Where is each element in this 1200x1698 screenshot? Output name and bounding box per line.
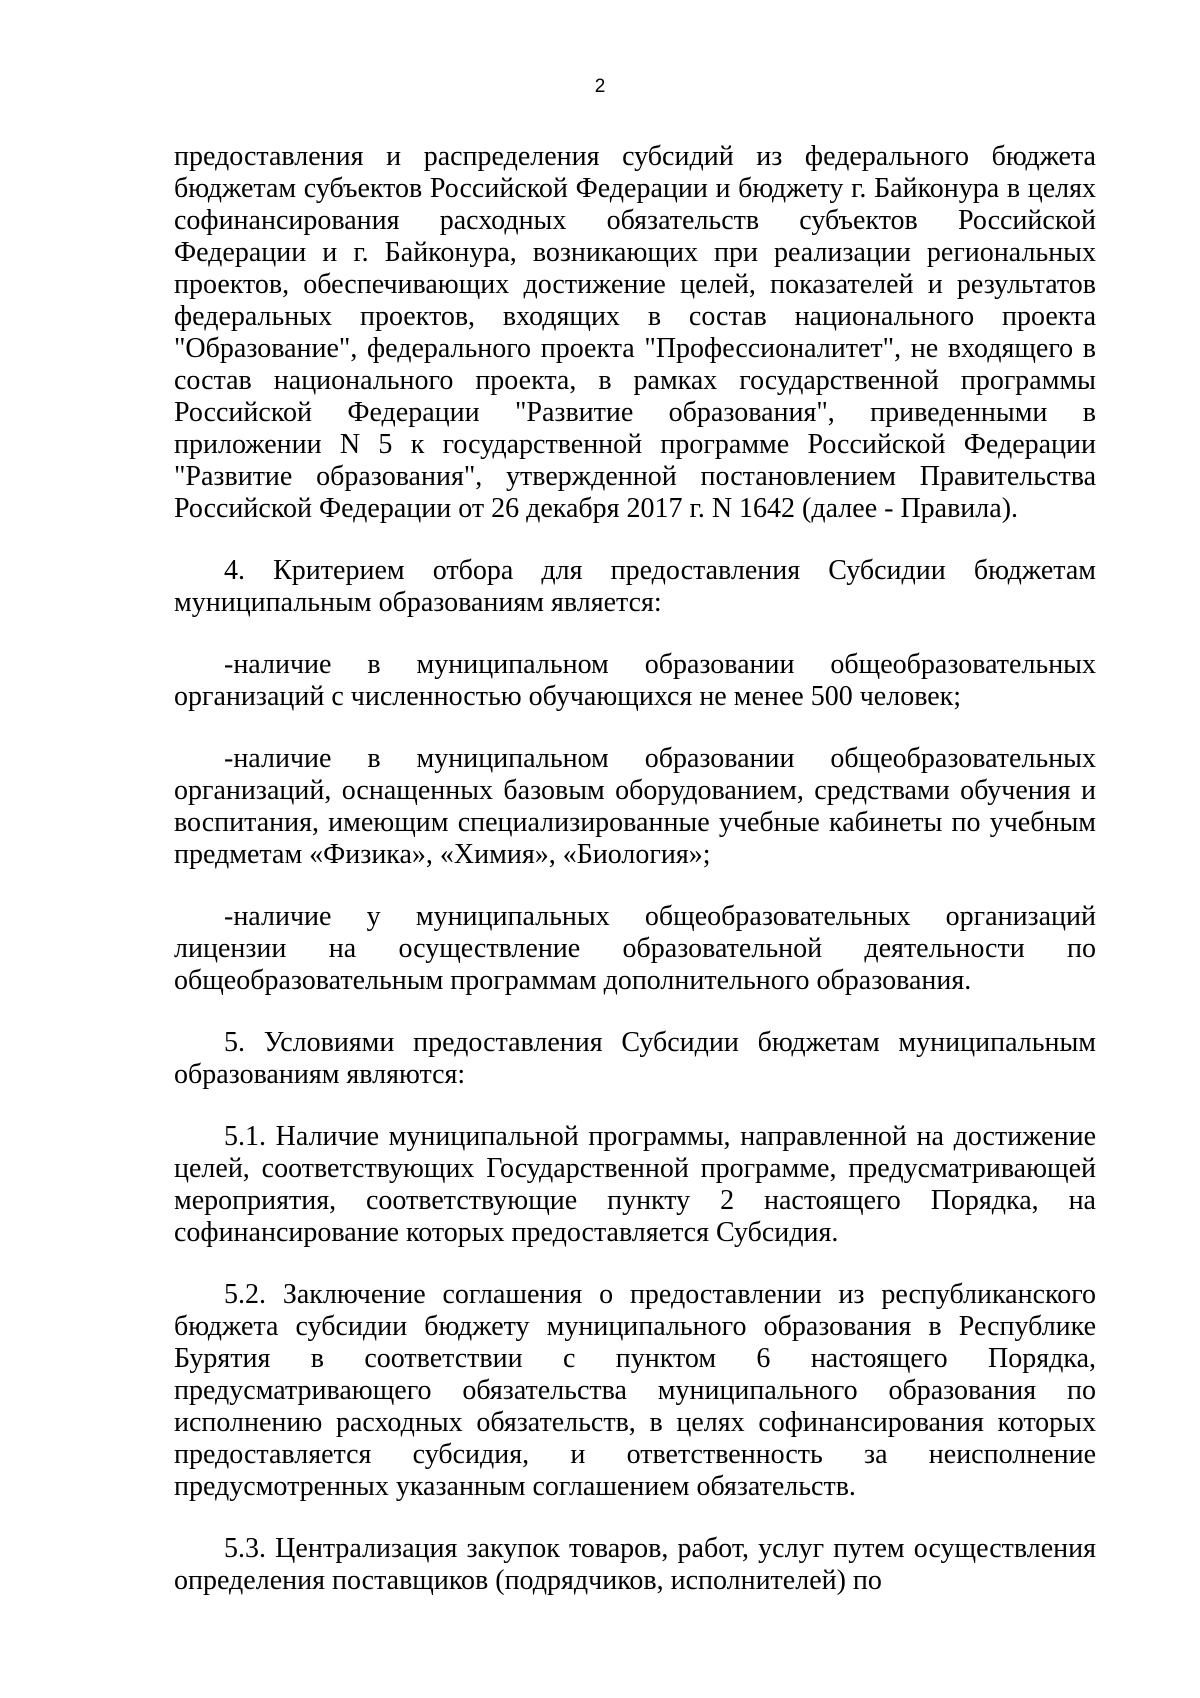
paragraph-criterion-license: -наличие у муниципальных общеобразовательных организаций лицензии на осуществление образовательной деятельности по общеобразовательным программам дополнительного образования. [174,901,1096,996]
paragraph-5-2-agreement: 5.2. Заключение соглашения о предоставлении из республиканского бюджета субсидии бюджету муниципального образования в Республике Бурятия в соответствии с пунктом 6 настоящего Порядка, предусматривающего обязательства муниципального образования по исполнению расходных обязательств, в целях софинансирования которых предоставляется субсидия, и ответственность за неисполнение предусмотренных указанным соглашением обязательств. [174,1279,1096,1502]
paragraph-5-conditions: 5. Условиями предоставления Субсидии бюджетам муниципальным образованиям являются: [174,1027,1096,1090]
paragraph-criterion-equipped-organizations: -наличие в муниципальном образовании общеобразовательных организаций, оснащенных базовым оборудованием, средствами обучения и воспитания, имеющим специализированные учебные кабинеты по учебным предметам «Физика», «Химия», «Биология»; [174,743,1096,870]
paragraph-5-3-centralized-procurement: 5.3. Централизация закупок товаров, работ, услуг путем осуществления определения поставщиков (подрядчиков, исполнителей) по [174,1533,1096,1596]
document-body [174,141,1096,1627]
paragraph-rules-reference: предоставления и распределения субсидий из федерального бюджета бюджетам субъектов Российской Федерации и бюджету г. Байконура в целях софинансирования расходных обязательств субъектов Российской Федерации и г. Байконура, возникающих при реализации региональных проектов, обеспечивающих достижение целей, показателей и результатов федеральных проектов, входящих в состав национального проекта "Образование", федерального проекта "Профессионалитет", не входящего в состав национального проекта, в рамках государственной программы Российской Федерации "Развитие образования", приведенными в приложении N 5 к государственной программе Российской Федерации "Развитие образования", утвержденной постановлением Правительства Российской Федерации от 26 декабря 2017 г. N 1642 (далее - Правила). [174,141,1096,524]
paragraph-5-1-municipal-program: 5.1. Наличие муниципальной программы, направленной на достижение целей, соответствующих Государственной программе, предусматривающей мероприятия, соответствующие пункту 2 настоящего Порядка, на софинансирование которых предоставляется Субсидия. [174,1121,1096,1248]
paragraph-criterion-student-count: -наличие в муниципальном образовании общеобразовательных организаций с численностью обучающихся не менее 500 человек; [174,649,1096,712]
page-number: 2 [594,76,606,97]
paragraph-4-selection-criterion: 4. Критерием отбора для предоставления Субсидии бюджетам муниципальным образованиям является: [174,555,1096,618]
